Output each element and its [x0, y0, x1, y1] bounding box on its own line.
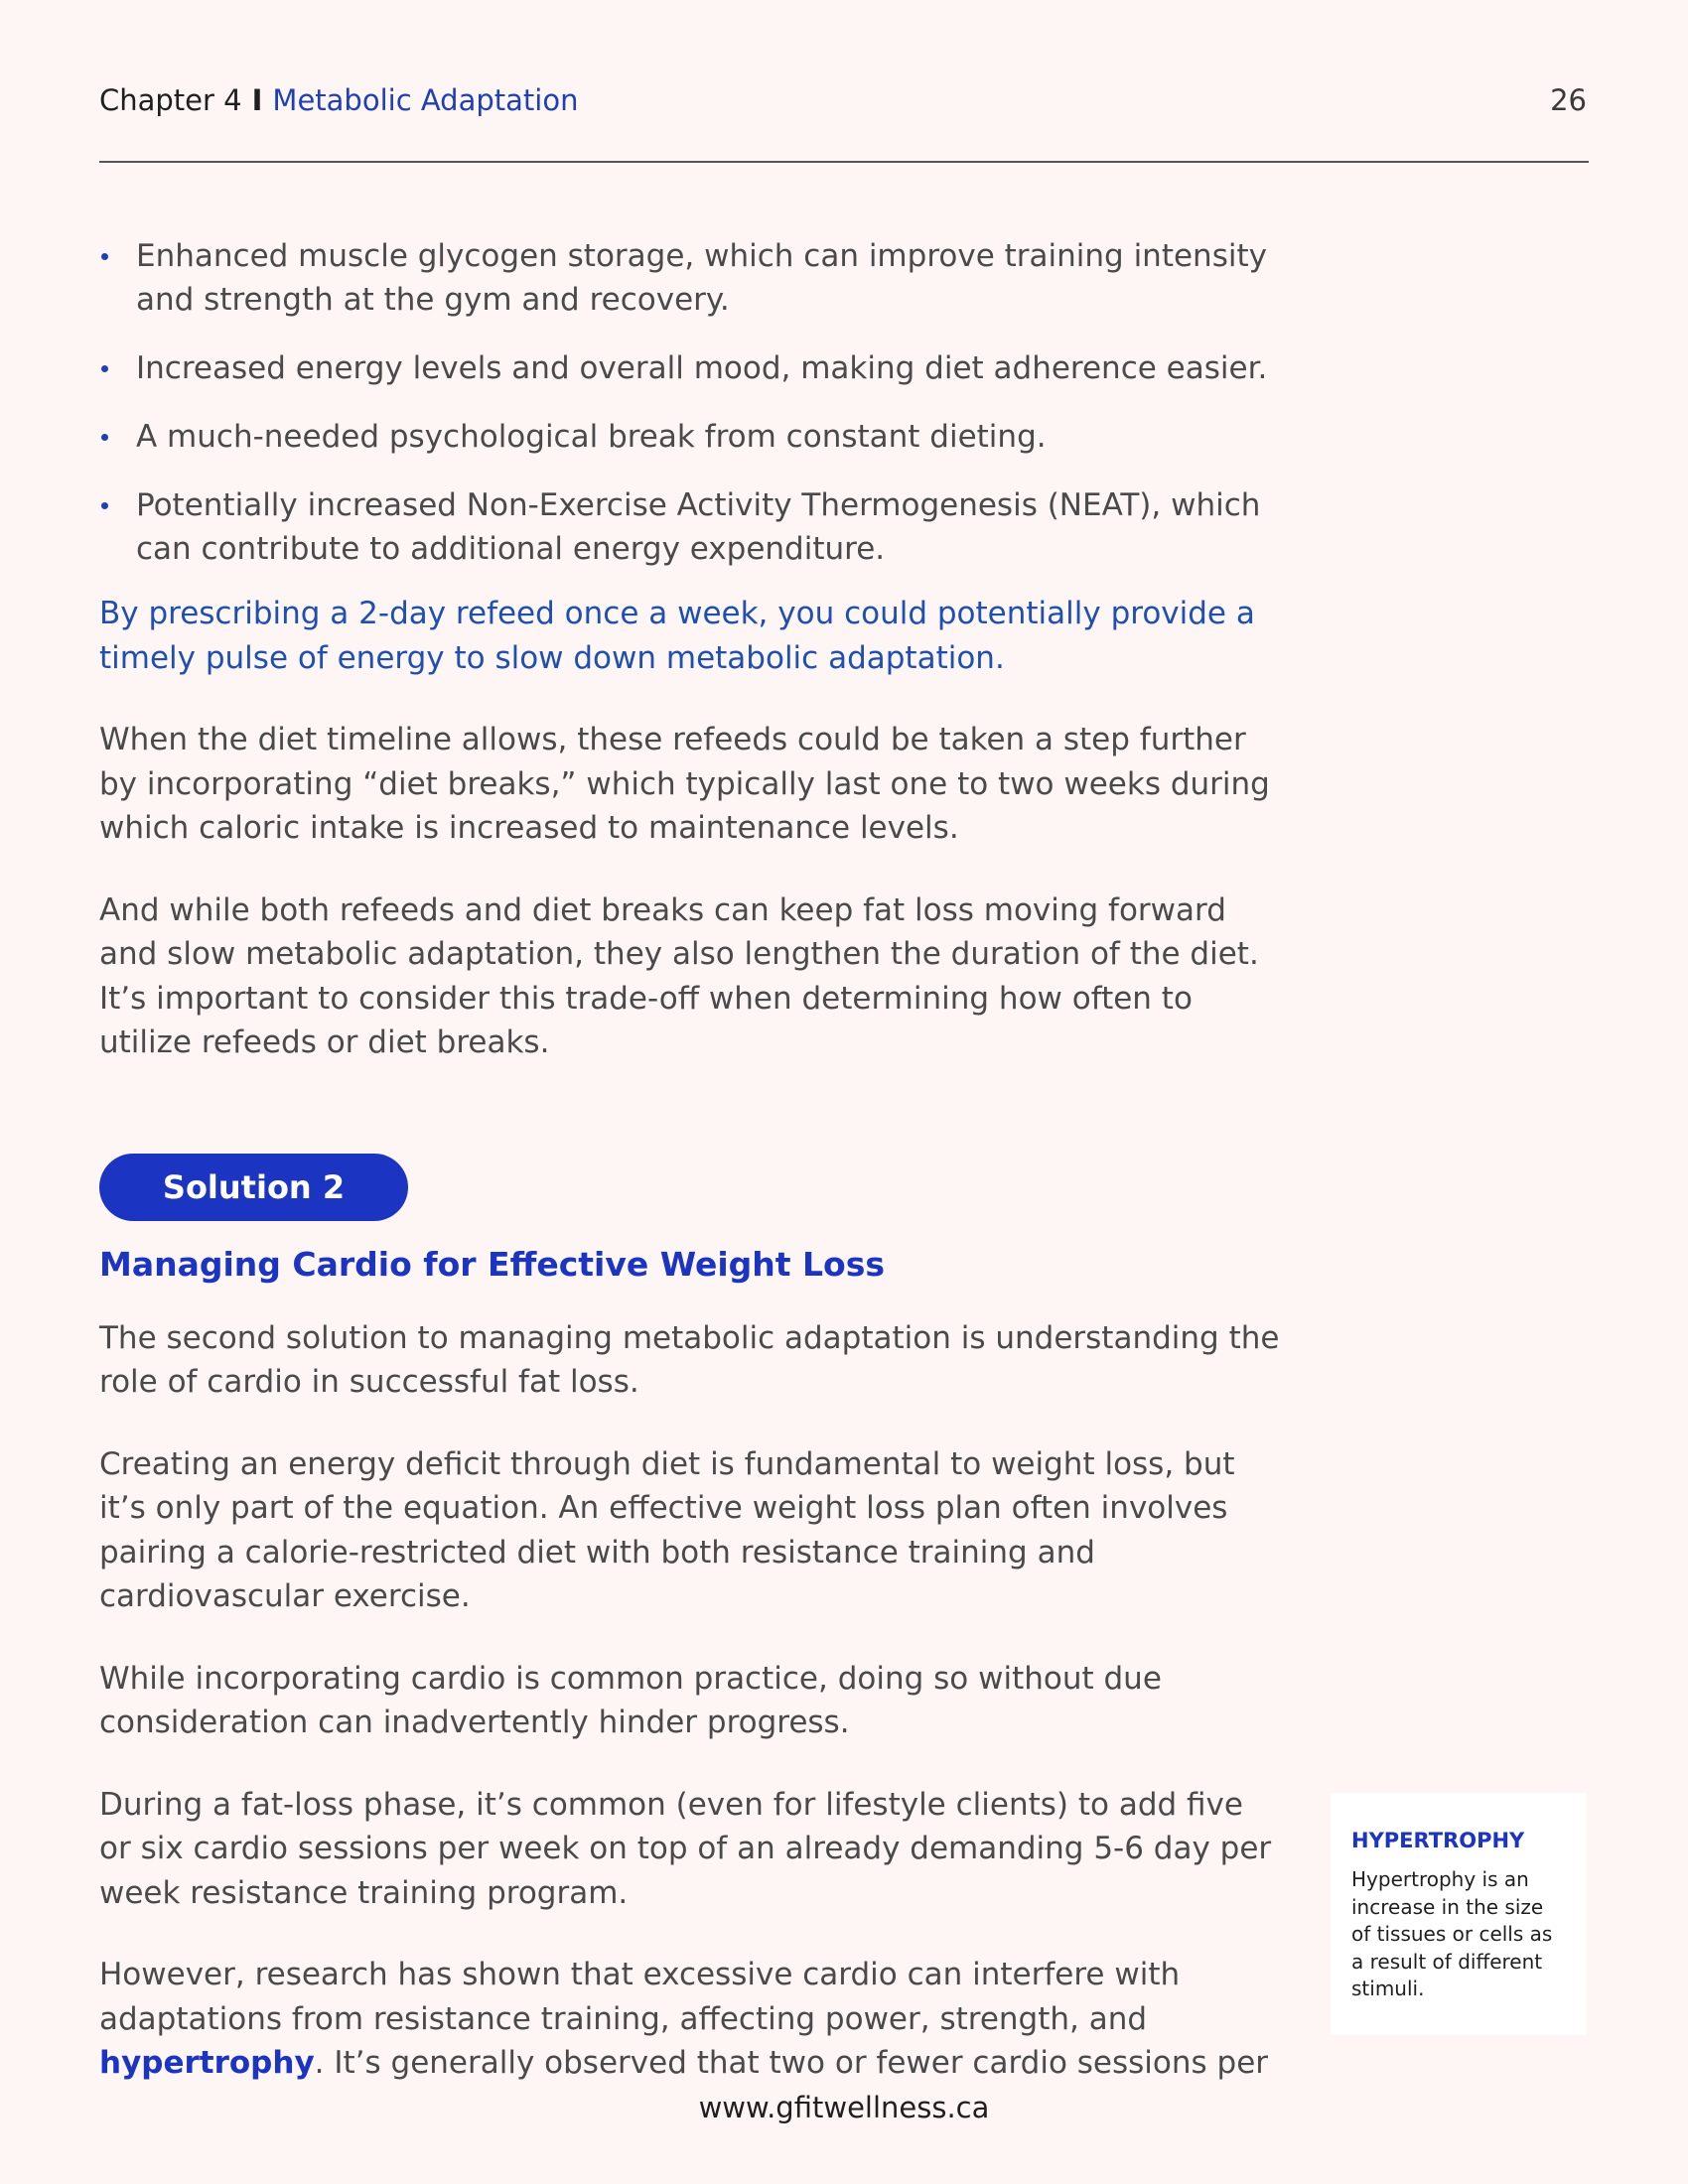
chapter-separator: I — [251, 83, 263, 117]
glossary-definition: Hypertrophy is an increase in the size of tissues or cells as a result of different stimuli. — [1351, 1867, 1553, 2000]
body-paragraph: The second solution to managing metabolic adaptation is understanding the role of cardio in successful fat loss. — [99, 1319, 1280, 1400]
paragraph-text: . It’s generally observed that two or fewer cardio sessions per — [314, 2045, 1269, 2081]
highlight-statement: By prescribing a 2-day refeed once a week, you could potentially provide a timely pulse of energy to slow down metabolic adaptation. — [99, 596, 1255, 676]
glossary-term-hypertrophy: hypertrophy — [99, 2045, 315, 2081]
page-number: 26 — [1550, 83, 1587, 117]
body-paragraph: During a fat-loss phase, it’s common (even for lifestyle clients) to add five or six cardio sessions per week on top of an already demanding 5-6 day per week resistance training program. — [99, 1786, 1272, 1911]
list-item-text: Increased energy levels and overall mood, making diet adherence easier. — [136, 350, 1268, 386]
section-heading: Managing Cardio for Effective Weight Loss — [99, 1244, 886, 1284]
body-paragraph: While incorporating cardio is common practice, doing so without due consideration can inadvertently hinder progress. — [99, 1660, 1162, 1740]
solution-badge: Solution 2 — [99, 1154, 408, 1221]
bullet-dot-icon — [101, 502, 108, 509]
list-item — [99, 346, 1281, 390]
bullet-dot-icon — [101, 434, 108, 441]
body-paragraph: And while both refeeds and diet breaks can keep fat loss moving forward and slow metabolic adaptation, they also lengthen the duration of the diet. It’s important to consider this trade-off when determining how often to utilize refeeds or diet breaks. — [99, 891, 1259, 1060]
list-item — [99, 483, 1281, 571]
list-item — [99, 234, 1281, 322]
body-paragraph: When the diet timeline allows, these refeeds could be taken a step further by incorporating “diet breaks,” which typically last one to two weeks during which caloric intake is increased to maintenance levels. — [99, 722, 1270, 846]
bullet-dot-icon — [101, 365, 108, 372]
glossary-title: HYPERTROPHY — [1351, 1829, 1525, 1852]
bullet-dot-icon — [101, 253, 108, 260]
footer-url: www.gfitwellness.ca — [698, 2091, 990, 2124]
page-header — [99, 83, 1589, 123]
chapter-label — [99, 83, 578, 117]
benefits-list — [99, 234, 1281, 571]
header-divider — [99, 161, 1589, 163]
list-item — [99, 415, 1281, 459]
list-item-text: A much-needed psychological break from constant dieting. — [136, 419, 1047, 455]
list-item-text: Potentially increased Non-Exercise Activity Thermogenesis (NEAT), which can contribute to additional energy expenditure. — [136, 487, 1261, 567]
main-content — [99, 234, 1281, 2123]
chapter-title: Metabolic Adaptation — [272, 83, 579, 117]
body-paragraph: Creating an energy deficit through diet is fundamental to weight loss, but it’s only part of the equation. An effective weight loss plan often involves pairing a calorie-restricted diet with both resistance training and cardiovascular exercise. — [99, 1445, 1235, 1614]
paragraph-text: However, research has shown that excessive cardio can interfere with adaptations from resistance training, affecting power, strength, and — [99, 1957, 1181, 2037]
chapter-number: Chapter 4 — [99, 83, 242, 117]
body-paragraph-last — [99, 1953, 1281, 2086]
list-item-text: Enhanced muscle glycogen storage, which can improve training intensity and strength at the gym and recovery. — [136, 238, 1267, 318]
glossary-sidebar — [1331, 1793, 1587, 2035]
